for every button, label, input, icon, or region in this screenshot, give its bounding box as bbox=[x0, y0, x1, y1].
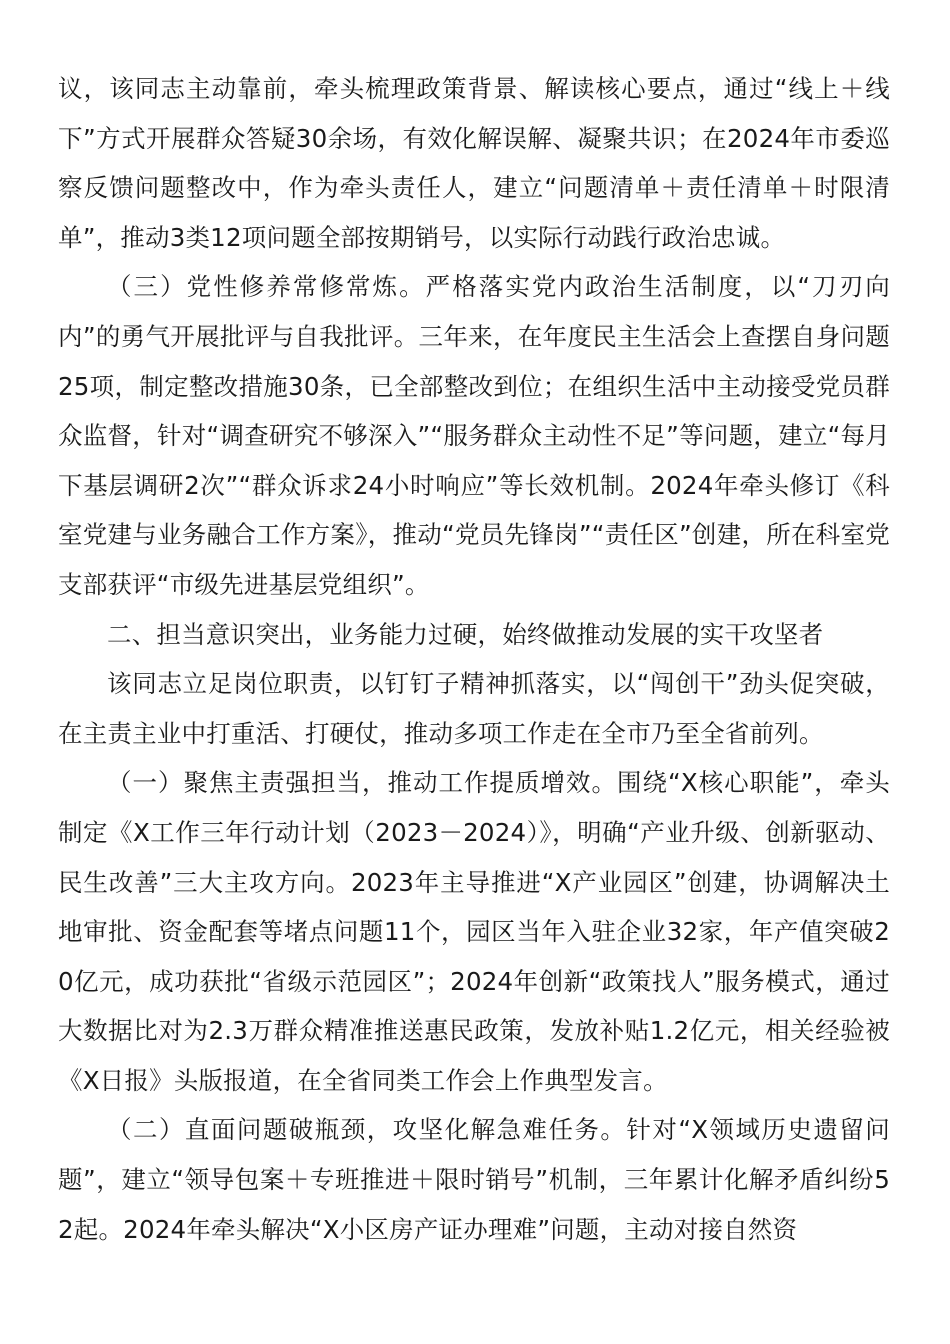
paragraph-problem-solving: （二）直面问题破瓶颈，攻坚化解急难任务。针对“X领域历史遗留问题”，建立“领导包案＋专班推进＋限时销号”机制，三年累计化解矛盾纠纷52起。2024年牵头解决“X小区房产证办理难”问题，主动对接自然资 bbox=[58, 1115, 890, 1244]
paragraph-section-intro: 该同志立足岗位职责，以钉钉子精神抓落实，以“闯创干”劲头促突破，在主责主业中打重活、打硬仗，推动多项工作走在全市乃至全省前列。 bbox=[58, 669, 890, 748]
section-heading-responsibility-ability: 二、担当意识突出，业务能力过硬，始终做推动发展的实干攻坚者 bbox=[107, 619, 824, 649]
document-body bbox=[58, 64, 890, 1254]
paragraph-party-spirit-cultivation: （三）党性修养常修常炼。严格落实党内政治生活制度，以“刀刃向内”的勇气开展批评与自我批评。三年来，在年度民主生活会上查摆自身问题25项，制定整改措施30条，已全部整改到位；在组织生活中主动接受党员群众监督，针对“调查研究不够深入”“服务群众主动性不足”等问题，建立“每月下基层调研2次”“群众诉求24小时响应”等长效机制。2024年牵头修订《科室党建与业务融合工作方案》，推动“党员先锋岗”“责任区”创建，所在科室党支部获评“市级先进基层党组织”。 bbox=[58, 272, 890, 599]
paragraph-political-loyalty-continued: 议，该同志主动靠前，牵头梳理政策背景、解读核心要点，通过“线上＋线下”方式开展群众答疑30余场，有效化解误解、凝聚共识；在2024年市委巡察反馈问题整改中，作为牵头责任人，建立“问题清单＋责任清单＋时限清单”，推动3类12项问题全部按期销号，以实际行动践行政治忠诚。 bbox=[58, 74, 890, 252]
paragraph-main-duties: （一）聚焦主责强担当，推动工作提质增效。围绕“X核心职能”，牵头制定《X工作三年行动计划（2023－2024）》，明确“产业升级、创新驱动、民生改善”三大主攻方向。2023年主导推进“X产业园区”创建，协调解决土地审批、资金配套等堵点问题11个，园区当年入驻企业32家，年产值突破20亿元，成功获批“省级示范园区”；2024年创新“政策找人”服务模式，通过大数据比对为2.3万群众精准推送惠民政策，发放补贴1.2亿元，相关经验被《X日报》头版报道，在全省同类工作会上作典型发言。 bbox=[58, 768, 890, 1095]
